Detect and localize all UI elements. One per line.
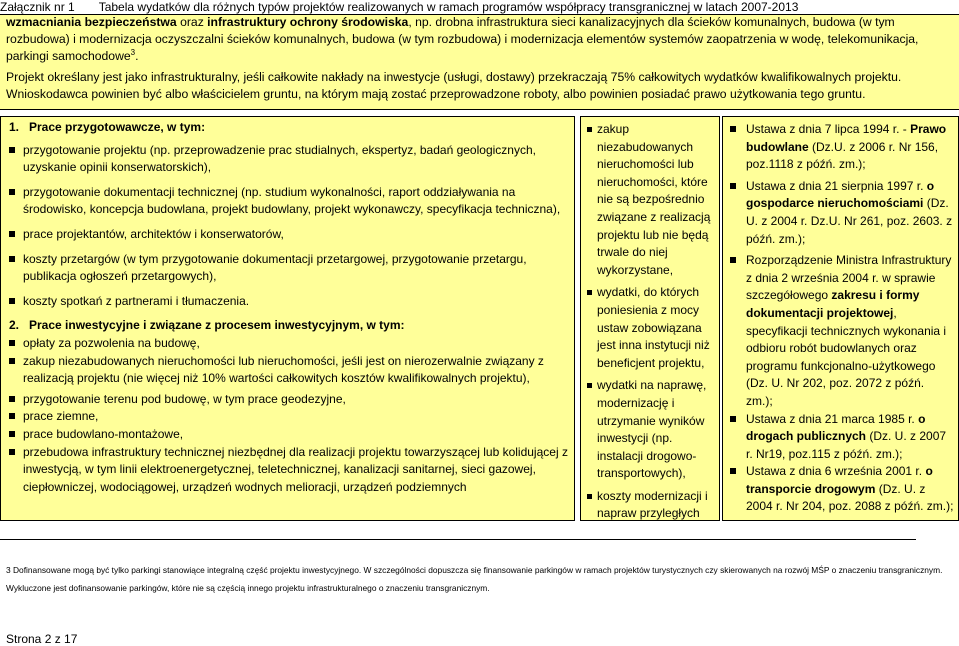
list-item [9,142,568,177]
law-text: Ustawa z dnia 21 sierpnia 1997 r. [746,178,927,193]
section-2-heading: 2. Prace inwestycyjne i związane z procesem inwestycyjnym, w tym: [9,318,405,333]
footnote-3-continued: Wykluczone jest dofinansowanie parkingów, które nie są częścią innego projektu infrastrukturalnego o znaczeniu transgranicznym. [6,583,490,593]
page-number: Strona 2 z 17 [6,632,78,646]
list-item [9,408,568,426]
square-bullet-icon [587,127,592,132]
list-item [730,121,954,174]
footnote-ref-3[interactable]: 3 [130,47,136,57]
list-item-text: przygotowanie projektu (np. przeprowadzenie prac studialnych, ekspertyz, badań geologicznych, uzyskanie opinii konserwatorskich), [23,142,536,175]
square-bullet-icon [9,147,15,153]
legal-basis-column [722,116,959,521]
square-bullet-icon [587,494,592,499]
list-item-text: prace ziemne, [23,409,99,424]
square-bullet-icon [9,231,15,237]
list-item [9,426,568,444]
square-bullet-icon [9,358,15,364]
square-bullet-icon [9,256,15,262]
square-bullet-icon [587,383,592,388]
annex-label: Załącznik nr 1 [0,0,75,14]
law-text: Ustawa z dnia 21 marca 1985 r. [746,411,919,426]
intro-text: , np. drobna infrastruktura sieci kanalizacyjnych dla ścieków komunalnych, budowa (w tym rozbudowa) i modernizacja oczyszczalni ścieków komunalnych, budowa (w tym rozbudowa) i modernizacja elementów systemów zaopatrzenia w wodę, telekomunikacja, parkingi samochodowe [6,15,919,63]
intro-text: oraz [176,15,208,29]
list-item [9,226,568,244]
list-item [9,353,568,388]
legal-basis-list [730,121,954,516]
square-bullet-icon [9,340,15,346]
list-item-text: przygotowanie terenu pod budowę, w tym prace geodezyjne, [23,391,346,406]
law-title: o drogach publicznych [746,411,926,444]
law-text: (Dz. U. z 2007 r. Nr19, poz.115 z późń. zm.); [746,429,947,461]
list-item [9,293,568,311]
square-bullet-icon [9,298,15,304]
square-bullet-icon [9,449,15,455]
law-text: (Dz. U. z 2004 r. Nr 204, poz. 2088 z późń. zm.); [746,481,954,514]
list-item-text: koszty przetargów (w tym przygotowanie dokumentacji przetargowej, przygotowanie przetargu, publikacja ogłoszeń przetargowych), [23,251,527,284]
list-item-text: prace projektantów, architektów i konserwatorów, [23,226,284,241]
list-item [9,184,568,219]
list-item-text: wydatki, do których poniesienia z mocy ustaw zobowiązana jest inna instytucji niż beneficjent projektu, [597,285,710,370]
list-item [730,411,954,464]
page-header [0,0,959,14]
law-title: Prawo budowlane [746,122,947,154]
list-item-text: zakup niezabudowanych nieruchomości lub nieruchomości, które nie są bezpośrednio związane z realizacją projektu lub nie będą trwale do niej wykorzystane, [597,122,711,277]
list-item-text: koszty modernizacji i napraw przyległych [597,488,708,521]
square-bullet-icon [730,183,736,189]
footnote-divider [0,539,916,540]
footnote-3: 3 Dofinansowane mogą być tylko parkingi stanowiące integralną część projektu inwestycyjnego. W szczególności dopuszcza się finansowanie parkingów w ramach projektów turystycznych czy skierowanych na rozwój MŚP o znaczeniu transgranicznym. [6,565,943,575]
list-item-text: prace budowlano-montażowe, [23,426,184,441]
law-text: Ustawa z dnia 6 września 2001 r. [746,464,926,479]
section-1-list [9,142,568,311]
intro-text: . [135,49,139,63]
law-text: , specyfikacji technicznych wykonania i odbioru robót budowlanych oraz programu funkcjonalno-użytkowego (Dz. U. Nr 202, poz. 2072 z późń. zm.); [746,305,947,408]
section-1-heading: 1. Prace przygotowawcze, w tym: [9,120,206,134]
list-item [587,121,715,279]
square-bullet-icon [9,431,15,437]
square-bullet-icon [9,189,15,195]
intro-bold-environment: infrastruktury ochrony środowiska [207,15,409,29]
law-text: Rozporządzenie Ministra Infrastruktury z dnia 2 września 2004 r. w sprawie szczegółowego [746,253,952,303]
list-item-text: opłaty za pozwolenia na budowę, [23,335,200,350]
square-bullet-icon [9,396,15,402]
section-2-list [9,335,568,496]
intro-bold-security: wzmacniania bezpieczeństwa [6,15,177,29]
list-item [9,335,568,353]
list-item [9,444,568,497]
square-bullet-icon [730,468,736,474]
list-item [730,463,954,516]
intro-paragraph-1 [0,14,959,65]
law-text: Ustawa z dnia 7 lipca 1994 r. - [746,122,911,136]
intro-paragraph-2: Projekt określany jest jako infrastrukturalny, jeśli całkowite nakłady na inwestycje (usługi, dostawy) przekraczają 75% całkowitych wydatków kwalifikowalnych projektu. Wnioskodawca powinien być albo właścicielem gruntu, na którym mają zostać przeprowadzone roboty, albo powinien posiadać prawo użytkowania tego gruntu. [6,70,902,101]
list-item-text: koszty spotkań z partnerami i tłumaczenia. [23,293,250,308]
list-item [587,488,715,521]
table-title: Tabela wydatków dla różnych typów projektów realizowanych w ramach programów współpracy transgranicznej w latach 2007-2013 [98,0,799,14]
list-item [587,284,715,372]
law-text: (Dz.U. z 2006 r. Nr 156, poz.1118 z późń. zm.); [746,139,939,172]
square-bullet-icon [730,416,736,422]
law-title: o transporcie drogowym [746,464,933,496]
ineligible-expenses-column [580,116,720,521]
law-title: zakresu i formy dokumentacji projektowej [746,288,920,320]
square-bullet-icon [587,290,592,295]
law-text: (Dz. U. z 2004 r. Dz.U. Nr 261, poz. 2603. z późń. zm.); [746,196,953,246]
list-item-text: wydatki na naprawę, modernizację i utrzymanie wyników inwestycji (np. instalacji drogowo-transportowych), [597,378,707,481]
list-item [587,377,715,483]
list-item [9,251,568,286]
list-item-text: zakup niezabudowanych nieruchomości lub nieruchomości, jeśli jest on nierozerwalnie związany z realizacją projektu (nie więcej niż 10% wartości całkowitych kosztów kwalifikowalnych projektu), [23,353,544,386]
square-bullet-icon [9,413,15,419]
list-item [730,252,954,410]
square-bullet-icon [730,126,736,132]
ineligible-list [587,121,715,521]
list-item-text: przygotowanie dokumentacji technicznej (np. studium wykonalności, raport oddziaływania na środowisko, koncepcja budowlana, projekt budowlany, projekt wykonawczy, specyfikacja techniczna), [23,184,561,217]
list-item [730,178,954,248]
eligible-expenses-column [0,116,575,521]
square-bullet-icon [730,257,736,263]
intro-box [0,14,959,110]
list-item-text: przebudowa infrastruktury technicznej niezbędnej dla realizacji projektu towarzyszącej lub kolidującej z inwestycją, w tym linii elektroenergetycznej, teletechnicznej, kanalizacji sanitarnej, sieci gazowej, ciepłowniczej, wodociągowej, urządzeń wodnych melioracji, urządzeń podziemnych [23,444,568,494]
list-item [9,391,568,409]
law-title: o gospodarce nieruchomościami [746,178,935,211]
